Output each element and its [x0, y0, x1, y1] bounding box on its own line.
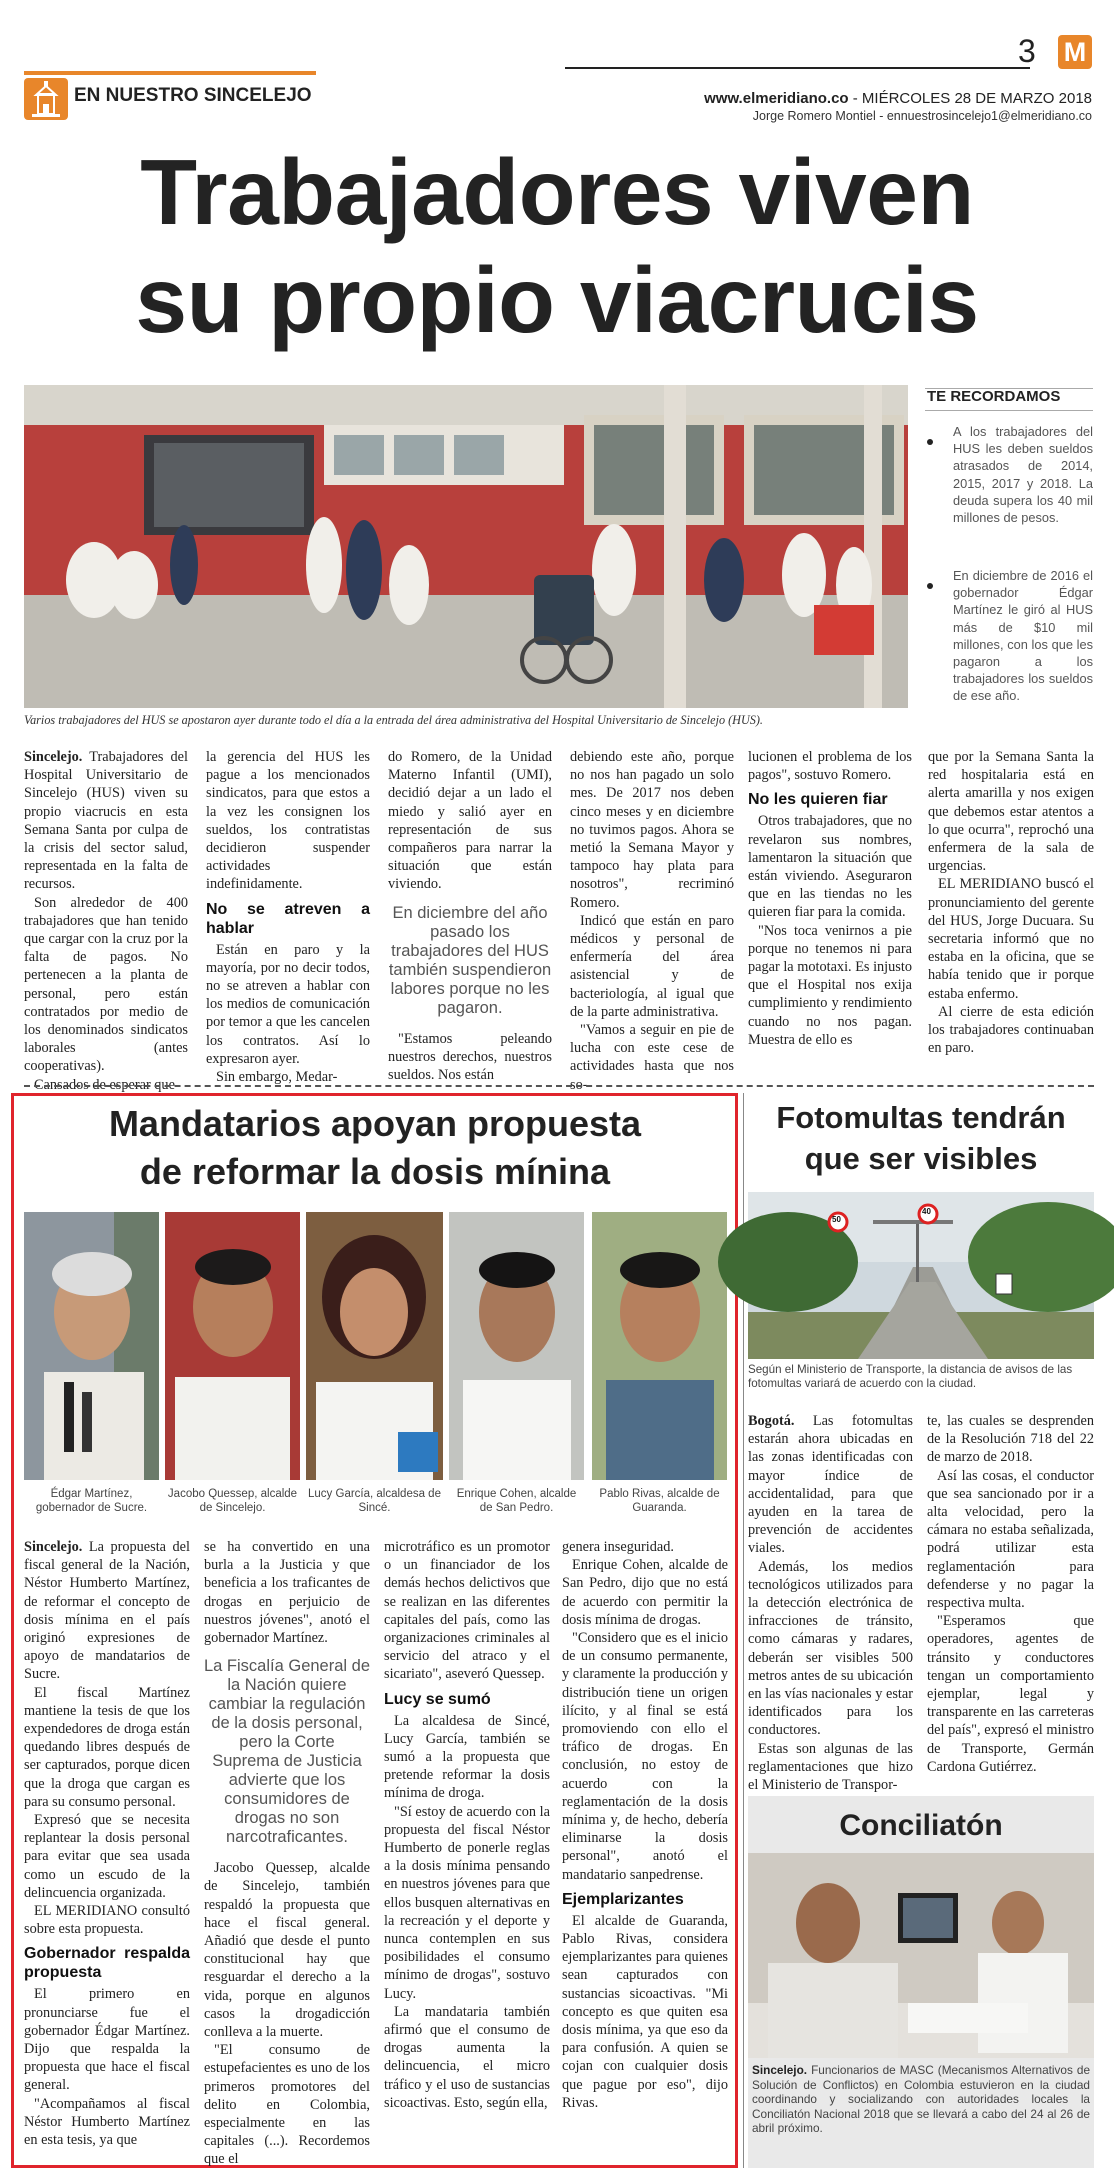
main-headline-line2: su propio viacrucis: [135, 248, 979, 352]
pull-quote: En diciembre del año pasado los trabajadores del HUS también suspendieron labores porque no les pagaron.: [388, 903, 552, 1017]
hospital-photo: [24, 385, 908, 708]
dosis-headline: Mandatarios apoyan propuesta de reformar la dosis mínina: [108, 1103, 642, 1192]
road-photo: [748, 1192, 1094, 1359]
sidebar-item: En diciembre de 2016 el gobernador Édgar Martínez le giró al HUS más de $10 mil millones, con los que les pagaron a los trabajadores los sueldos de ese año.: [927, 567, 1093, 705]
dosis-column-2: se ha convertido en una burla a la Justicia y que beneficia a los traficantes de drogas en perjuicio de nuestros jóvenes", anotó el gobernador Martínez. La Fiscalía General de la Nación quiere cambiar la regulación de la dosis personal, pero la Corte Suprema de Justicia advierte que los consumidores de drogas no son narcotraficantes. Jacobo Quessep, alcalde de Sincelejo, también respaldó la propuesta que hace el fiscal general. Añadió que desde el punto constitucional hay que resguardar el derecho a la vida, porque en algunos casos la drogadicción conlleva a la muerte. "El consumo de estupefacientes es uno de los primeros promotores del delito en Colombia, especialmente en las capitales (...). Recordemos que el: [204, 1539, 371, 2168]
issue-date: - MIÉRCOLES 28 DE MARZO 2018: [848, 90, 1092, 107]
main-story-column-4: debiendo este año, porque no nos han pagado un solo mes. De 2017 nos deben cinco meses y en diciembre no tuvimos pagos. Ahora se metió la Semana Mayor y tampoco hay plata para nosotros", recriminó Romero. Indicó que están en paro médicos y personal de enfermería del área asistencial y de bacteriología, al igual que de la parte administrativa. "Vamos a seguir en pie de lucha con este cese de actividades hasta que nos so-: [570, 749, 734, 1093]
fotomultas-column-1: Bogotá. Las fotomultas estarán ahora ubicadas en las zonas identificadas con mayor índice de accidentalidad, para que ayuden en la tarea de prevención de accidentes viales. Además, los medios tecnológicos utilizados para la detección electrónica de infracciones de tránsito, como cámaras y radares, deberán ser visibles 500 metros antes de su ubicación en las vías nacionales y estar identificados para los conductores. Estas son algunas de las reglamentaciones que hizo el Ministerio de Transpor-: [748, 1413, 913, 1794]
portrait-photo: [592, 1212, 727, 1480]
portrait-photo: [449, 1212, 584, 1480]
subhead: Ejemplarizantes: [562, 1890, 684, 1908]
portrait-photo: [24, 1212, 159, 1480]
portrait-photo: [165, 1212, 300, 1480]
pull-quote: La Fiscalía General de la Nación quiere cambiar la regulación de la dosis personal, pero la Corte Suprema de Justicia advierte que los consumidores de drogas no son narcotraficantes.: [204, 1657, 371, 1847]
fotomultas-headline: Fotomultas tendrán que ser visibles: [776, 1100, 1066, 1176]
fotomultas-column-2: te, las cuales se desprenden de la Resolución 718 del 22 de marzo de 2018. Así las cosas, el conductor que sea sancionado por ir a alta velocidad, pero la cámara no estaba señalizada, podrá utilizar esta reglamentación para defenderse y no pagar la respectiva multa. "Esperamos que operadores, agentes de tránsito y conductores tengan un comportamiento ejemplar, legal y transparente en las carreteras del país", expresó el ministro de Transporte, Germán Cardona Gutiérrez.: [927, 1413, 1094, 1775]
main-story-column-2: la gerencia del HUS les pague a los mencionados sindicatos, para que estos a la vez les consignen los sueldos, los contratistas decidieron suspender actividades indefinidamente. No se atreven a hablar Están en paro y la mayoría, por no decir todos, no se atreven a hablar con los medios de comunicación por temor a que les cancelen los contratos. Así lo expresaron ayer. Sin embargo, Medar-: [206, 749, 370, 1086]
sidebar-rule-2: [925, 410, 1093, 411]
main-story-column-1: Sincelejo. Trabajadores del Hospital Universitario de Sincelejo (HUS) viven su propio viacrucis en esta Semana Santa por culpa de la crisis del sector salud, representada en la falta de recursos. Son alrededor de 400 trabajadores que han tenido que cargar con la cruz por la falta de pagos. No pertenecen a la planta de personal, pero están contratados por medio de los denominados sindicatos laborales (antes cooperativas). Cansados de esperar que: [24, 749, 188, 1093]
speed-sign-label: 50: [832, 1215, 841, 1224]
portrait-caption: Lucy García, alcaldesa de Sincé.: [308, 1488, 441, 1514]
dosis-column-1: Sincelejo. La propuesta del fiscal general de la Nación, Néstor Humberto Martínez, de reformar el concepto de dosis mínima en el país originó expresiones de apoyo de mandatarios de Sucre. El fiscal Martínez mantiene la tesis de que los expendedores de droga están quedando libres después de ser capturados, porque dicen que la droga que cargan es para su consumo personal. Expresó que se necesita replantear la dosis personal para evitar que sea usada como un escudo de la delincuencia organizada. EL MERIDIANO consultó sobre esta propuesta. Gobernador respalda propuesta El primero en pronunciarse fue el gobernador Édgar Martínez. Dijo que respalda la propuesta que hace el fiscal general. "Acompañamos al fiscal Néstor Humberto Martínez en esta tesis, ya que: [24, 1539, 190, 2149]
section-label: EN NUESTRO SINCELEJO: [74, 85, 312, 106]
road-photo-caption: Según el Ministerio de Transporte, la distancia de avisos de las fotomultas variará de acuerdo con la ciudad.: [748, 1363, 1073, 1390]
main-story-column-6: que por la Semana Santa la red hospitalaria está en alerta amarilla y nos exigen que debemos estar atentos a lo que ocurra", reprochó una enfermera de la sala de urgencias. EL MERIDIANO buscó el pronunciamiento del gerente del HUS, Jorge Ducuara. Su secretaria informó que no estaba en la oficina, que se había tenido que ir porque estaba enfermo. Al cierre de esta edición los trabajadores continuaban en paro.: [928, 749, 1094, 1057]
main-story-column-3: do Romero, de la Unidad Materno Infantil (UMI), decidió dejar a un lado el miedo y salió ayer en representación de sus compañeros para narrar la situación que están viviendo. En diciembre del año pasado los trabajadores del HUS también suspendieron labores porque no les pagaron. "Estamos peleando nuestros derechos, nuestros sueldos. Nos están: [388, 749, 552, 1084]
dosis-column-3: microtráfico es un promotor o un financiador de los demás hechos delictivos que se realizan en las diferentes capitales del país, como las organizaciones criminales al servicio del atraco y el sicariato", aseveró Quessep. Lucy se sumó La alcaldesa de Sincé, Lucy García, también se sumó a la propuesta que pretende reformar la dosis mínima de droga. "Sí estoy de acuerdo con la propuesta del fiscal Néstor Humberto de ponerle reglas a la dosis mínima pensando en nuestros jóvenes para que ellos busquen alternativas en la recreación y el deporte y nunca contemplen en sus posibilidades el consumo mínimo de drogas", sostuvo Lucy. La mandataria también afirmó que el consumo de drogas aumenta la delincuencia, el micro tráfico y el uso de sustancias sicoactivas. Esto, según ella,: [384, 1539, 550, 2111]
conciliaton-photo: [748, 1853, 1094, 2058]
logo: [1058, 35, 1092, 69]
page-number: 3: [1018, 33, 1036, 69]
hospital-photo-caption: Varios trabajadores del HUS se apostaron ayer durante todo el día a la entrada del área administrativa del Hospital Universitario de Sincelejo (HUS).: [24, 713, 763, 727]
logo-letter: M: [1063, 37, 1087, 67]
portrait-caption: Jacobo Quessep, alcalde de Sincelejo.: [167, 1488, 298, 1514]
dosis-column-4: genera inseguridad. Enrique Cohen, alcalde de San Pedro, dijo que no está de acuerdo con permitir la dosis mínima de drogas. "Considero que es el inicio de un consumo permanente, y claramente la producción y distribución tiene un origen ilícito, y al final se está promoviendo con ello el tráfico de drogas. En conclusión, no estoy de acuerdo con la reglamentación de la dosis mínima y, de hecho, debería eliminarse la dosis personal", anotó el mandatario sanpedrense. Ejemplarizantes El alcalde de Guaranda, Pablo Rivas, considera ejemplarizantes para quienes sean capturados con sustancias sicoactivas. "Mi concepto es que quiten esa dosis mínima, ya que eso da para confusión. A quien se cojan con cualquier dosis que pague por eso", dijo Rivas.: [562, 1539, 728, 2111]
church-icon: [24, 78, 68, 120]
subhead: Gobernador respalda propuesta: [24, 1945, 190, 1982]
author-credit: Jorge Romero Montiel - ennuestrosincelejo1@elmeridiano.co: [752, 109, 1092, 123]
portrait-caption: Pablo Rivas, alcalde de Guaranda.: [599, 1488, 720, 1514]
portrait-caption: Enrique Cohen, alcalde de San Pedro.: [456, 1488, 577, 1514]
speed-sign-label: 40: [922, 1207, 931, 1216]
main-story-column-5: lucionen el problema de los pagos", sostuvo Romero. No les quieren fiar Otros trabajadores, que no revelaron sus nombres, lamentaron la situación que están viviendo. Aseguraron que en las tiendas no les quieren fiar para la comida. "Nos toca venirnos a pie porque no tenemos ni para pagar la mototaxi. Es injusto que el Hospital nos exija cumplimiento y rendimiento cuando no nos pagan. Muestra de ello es: [748, 749, 912, 1048]
site-date: [560, 90, 1092, 107]
sidebar-title: TE RECORDAMOS: [927, 388, 1061, 405]
bullet-icon: [927, 583, 933, 589]
subhead: No les quieren fiar: [748, 791, 888, 809]
conciliaton-caption: Sincelejo. Funcionarios de MASC (Mecanismos Alternativos de Solución de Conflictos) en Colombia estuvieron en la ciudad coordinando y socializando con autoridades locales la Conciliatón Nacional 2018 que se llevará a cabo del 24 al 26 de abril próximo.: [752, 2063, 1090, 2136]
section-divider: [24, 1085, 1094, 1087]
conciliaton-headline: Conciliatón: [839, 1809, 1003, 1842]
portrait-photo: [306, 1212, 443, 1480]
main-headline: [0, 138, 1114, 354]
site-url: www.elmeridiano.co: [704, 90, 849, 107]
bullet-icon: [927, 439, 933, 445]
sidebar-item: A los trabajadores del HUS les deben sueldos atrasados de 2014, 2015, 2017 y 2018. La deuda supera los 40 mil millones de pesos.: [927, 423, 1093, 526]
subhead: No se atreven a hablar: [206, 900, 370, 937]
main-headline-line1: Trabajadores viven: [140, 140, 974, 244]
portrait-caption: Édgar Martínez, gobernador de Sucre.: [35, 1488, 148, 1514]
section-top-rule: [24, 71, 316, 75]
header-top-rule: [565, 67, 1030, 69]
subhead: Lucy se sumó: [384, 1690, 491, 1708]
